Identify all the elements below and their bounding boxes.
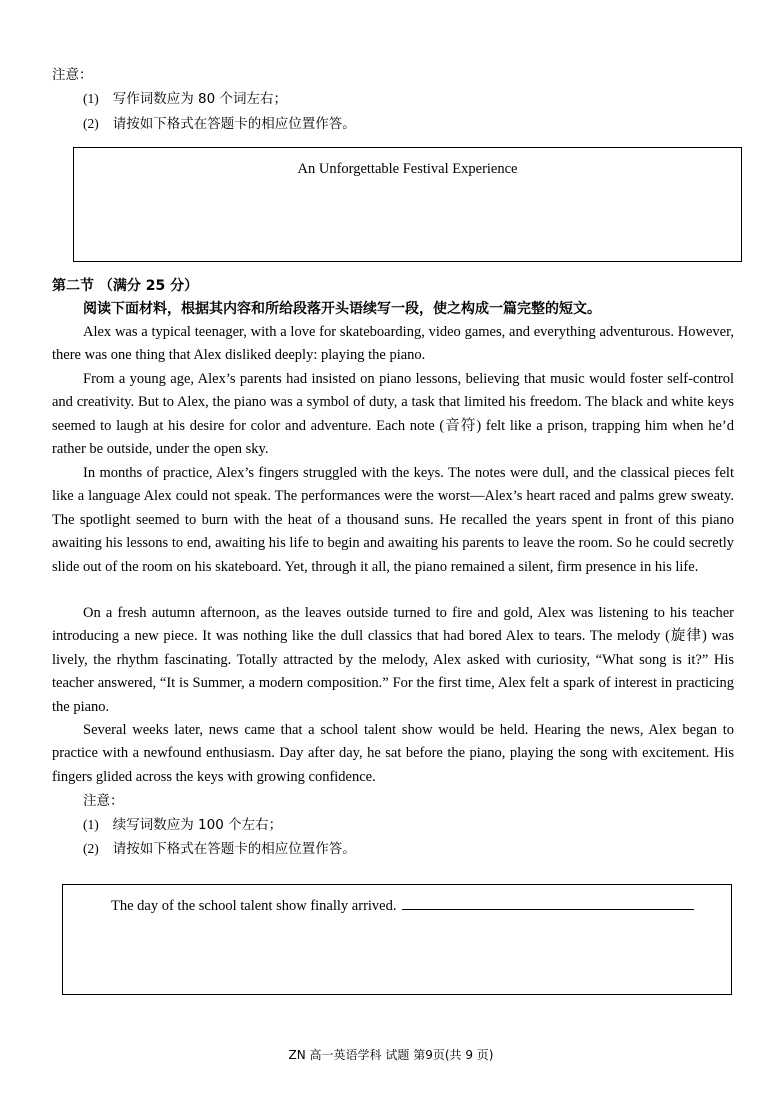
continuation-opening <box>111 895 694 915</box>
note-text: 续写词数应为 100 个左右； <box>112 817 283 833</box>
answer-box-1 <box>73 147 742 262</box>
section-title: 第二节 （满分 25 分） <box>52 278 199 294</box>
note-item-4 <box>83 840 356 858</box>
opening-sentence: The day of the school talent show finally arrived. <box>111 898 397 914</box>
passage-paragraph-3: In months of practice, Alex’s fingers struggled with the keys. The notes were dull, and the classical pieces felt like a language Alex could not speak. The performances were the worst—Alex’s heart raced and palms grew sweaty. The spotlight seemed to burn with the heat of a thousand suns. He recalled the years spent in front of this piano awaiting his lessons to end, awaiting his life to begin and awaiting his parents to leave the room. So he could secretly slide out of the room on his skateboard. Yet, through it all, the piano remained a silent, firm presence in his life. <box>52 465 734 575</box>
passage-paragraph-2: From a young age, Alex’s parents had insisted on piano lessons, believing that music would foster self-control and creativity. But to Alex, the piano was a symbol of duty, a task that limited his freedom. The black and white keys seemed to laugh at his desire for color and adventure. Each note (音符) felt like a prison, trapping him when he’d rather be outside, under the open sky. <box>52 371 734 458</box>
passage-paragraph-5: Several weeks later, news came that a school talent show would be held. Hearing the news, Alex began to practice with a newfound enthusiasm. Day after day, he sat before the piano, playing the song with excitement. His fingers glided across the keys with growing confidence. <box>52 722 734 785</box>
answer-box-2 <box>62 884 732 995</box>
passage-paragraph-4: On a fresh autumn afternoon, as the leaves outside turned to fire and gold, Alex was listening to his teacher introducing a new piece. It was nothing like the dull classics that had bored Alex to tears. The melody (旋律) was lively, the rhythm fascinating. Totally attracted by the melody, Alex asked with curiosity, “What song is it?” His teacher answered, “It is Summer, a modern composition.” For the first time, Alex felt a spark of interest in practicing the piano. <box>52 605 734 715</box>
note-number: (2) <box>83 116 99 131</box>
page-footer: ZN 高一英语学科 试题 第9页(共 9 页) <box>288 1048 494 1062</box>
note-item-1 <box>83 90 287 108</box>
section-instruction: 阅读下面材料，根据其内容和所给段落开头语续写一段，使之构成一篇完整的短文。 <box>83 301 601 317</box>
note-title: 注意： <box>52 67 93 83</box>
passage-paragraph-1: Alex was a typical teenager, with a love for skateboarding, video games, and everything adventurous. However, there was one thing that Alex disliked deeply: playing the piano. <box>52 324 734 364</box>
note-number: (2) <box>83 841 99 856</box>
note-text: 请按如下格式在答题卡的相应位置作答。 <box>112 841 356 857</box>
note-title-2: 注意： <box>83 793 124 809</box>
note-item-3 <box>83 816 282 834</box>
note-number: (1) <box>83 817 99 832</box>
note-text: 写作词数应为 80 个词左右； <box>112 91 288 107</box>
note-item-2 <box>83 115 356 133</box>
note-number: (1) <box>83 91 99 106</box>
note-text: 请按如下格式在答题卡的相应位置作答。 <box>112 116 356 132</box>
answer-blank-line <box>402 895 694 910</box>
answer-box-title: An Unforgettable Festival Experience <box>297 161 518 177</box>
